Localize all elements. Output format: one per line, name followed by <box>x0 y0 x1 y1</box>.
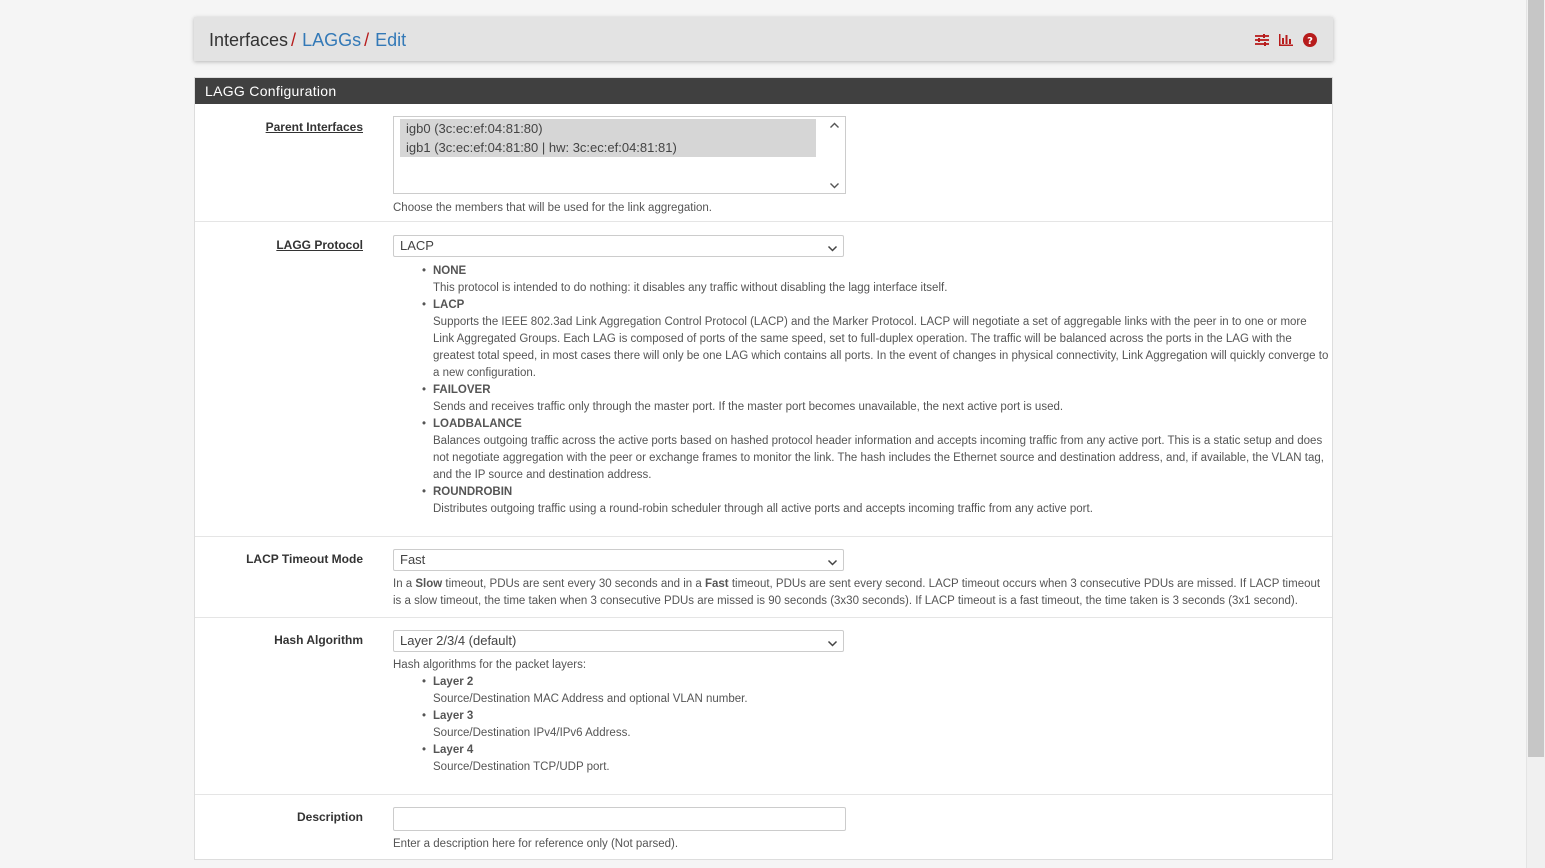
svg-text:?: ? <box>1307 35 1313 47</box>
breadcrumb-separator: / <box>364 30 370 50</box>
description-field <box>393 807 846 853</box>
list-item <box>433 263 1329 297</box>
breadcrumb-edit-link[interactable]: Edit <box>375 30 407 50</box>
hash-algorithm-help: Hash algorithms for the packet layers: <box>393 659 587 671</box>
lacp-timeout-select[interactable] <box>393 549 844 571</box>
layer-description: Source/Destination TCP/UDP port. <box>433 761 610 773</box>
lagg-protocol-row <box>195 221 1332 537</box>
layer-title: • Layer 4 <box>433 744 474 756</box>
protocol-description: This protocol is intended to do nothing: it disables any traffic without disabling the lagg interface itself. <box>433 282 948 294</box>
lacp-timeout-field <box>393 549 1329 610</box>
lagg-protocol-field <box>393 235 1329 518</box>
protocol-title: • LACP <box>433 299 465 311</box>
chevron-up-icon[interactable] <box>829 119 840 130</box>
parent-interfaces-multiselect[interactable] <box>393 116 846 194</box>
chevron-down-icon <box>827 240 838 251</box>
breadcrumb-laggs-link[interactable]: LAGGs <box>302 30 362 50</box>
parent-interfaces-field <box>393 116 846 217</box>
settings-sliders-icon[interactable] <box>1255 33 1269 47</box>
list-item <box>433 416 1329 484</box>
description-help: Enter a description here for reference only (Not parsed). <box>393 838 679 850</box>
layer-title: • Layer 3 <box>433 710 474 722</box>
parent-interface-option[interactable]: igb1 (3c:ec:ef:04:81:80 | hw: 3c:ec:ef:04:81:81) <box>400 138 816 157</box>
help-icon[interactable] <box>1303 33 1317 47</box>
hash-algorithm-select[interactable] <box>393 630 844 652</box>
protocol-description: Sends and receives traffic only through the master port. If the master port becomes unavailable, the next active port is used. <box>433 401 1064 413</box>
description-label: Description <box>296 810 363 824</box>
protocol-title: • NONE <box>433 265 467 277</box>
header-icons <box>1255 33 1317 47</box>
help-text: timeout, PDUs are sent every 30 seconds and in a <box>442 578 705 590</box>
parent-interface-option[interactable]: igb0 (3c:ec:ef:04:81:80) <box>400 119 816 138</box>
multiselect-scrollbar[interactable] <box>825 117 845 193</box>
list-item <box>433 674 1329 708</box>
chevron-down-icon <box>827 635 838 646</box>
parent-interfaces-label: Parent Interfaces <box>265 120 363 134</box>
protocol-title: • ROUNDROBIN <box>433 486 513 498</box>
page-scrollbar-thumb[interactable] <box>1528 0 1544 757</box>
panel-title: LAGG Configuration <box>195 78 1332 104</box>
help-text-fast: Fast <box>704 578 729 590</box>
list-item <box>433 742 1329 776</box>
list-item <box>433 382 1329 416</box>
parent-interfaces-help: Choose the members that will be used for the link aggregation. <box>393 202 712 214</box>
protocol-title: • LOADBALANCE <box>433 418 522 430</box>
lagg-protocol-help-list <box>393 263 1329 518</box>
list-item <box>433 484 1329 518</box>
lacp-timeout-label: LACP Timeout Mode <box>246 552 363 566</box>
hash-algorithm-row <box>195 617 1332 795</box>
layer-description: Source/Destination MAC Address and optional VLAN number. <box>433 693 748 705</box>
hash-algorithm-label: Hash Algorithm <box>274 633 363 647</box>
help-text-slow: Slow <box>415 578 443 590</box>
hash-algorithm-help-list <box>393 674 1329 776</box>
protocol-description: Distributes outgoing traffic using a round-robin scheduler through all active ports and accepts incoming traffic from any active port. <box>433 503 1093 515</box>
parent-interfaces-row <box>195 104 1332 221</box>
chevron-down-icon <box>827 554 838 565</box>
lagg-protocol-select[interactable] <box>393 235 844 257</box>
lacp-timeout-help <box>393 576 1329 610</box>
lagg-protocol-label: LAGG Protocol <box>276 238 363 252</box>
list-item <box>433 297 1329 382</box>
hash-algorithm-value: Layer 2/3/4 (default) <box>400 633 517 648</box>
lagg-protocol-value: LACP <box>400 238 434 253</box>
lacp-timeout-row <box>195 536 1332 618</box>
layer-description: Source/Destination IPv4/IPv6 Address. <box>433 727 631 739</box>
page-scrollbar[interactable] <box>1526 0 1545 868</box>
bar-chart-icon[interactable] <box>1279 33 1293 47</box>
description-row <box>195 794 1332 860</box>
breadcrumb-bar <box>194 17 1333 61</box>
breadcrumb-interfaces: Interfaces <box>209 30 289 50</box>
chevron-down-icon[interactable] <box>829 179 840 190</box>
protocol-title: • FAILOVER <box>433 384 491 396</box>
help-text: timeout, PDUs are sent every second. LACP timeout occurs when 3 consecutive PDUs are missed. If LACP timeout is a slow timeout, the time taken when 3 consecutive PDUs are missed is 90 seconds (3x30 seconds). If LACP timeout is a fast timeout, the time taken is 3 seconds (3x1 second). <box>393 578 1321 607</box>
protocol-description: Balances outgoing traffic across the active ports based on hashed protocol header information and accepts incoming traffic from any active port. This is a static setup and does not negotiate aggregation with the peer or exchange frames to monitor the link. The hash includes the Ethernet source and destination address, and, if available, the VLAN tag, and the IP source and destination address. <box>433 435 1324 481</box>
list-item <box>433 708 1329 742</box>
breadcrumb-separator: / <box>291 30 297 50</box>
description-input[interactable] <box>393 807 846 831</box>
layer-title: • Layer 2 <box>433 676 474 688</box>
help-text: In a <box>393 578 416 590</box>
breadcrumb <box>209 30 406 51</box>
lagg-configuration-panel <box>194 77 1333 860</box>
lacp-timeout-value: Fast <box>400 552 426 567</box>
hash-algorithm-field <box>393 630 1329 776</box>
protocol-description: Supports the IEEE 802.3ad Link Aggregation Control Protocol (LACP) and the Marker Protocol. LACP will negotiate a set of aggregable links with the peer in to one or more Link Aggregated Groups. Each LAG is composed of ports of the same speed, set to full-duplex operation. The traffic will be balanced across the ports in the LAG with the greatest total speed, in most cases there will only be one LAG which contains all ports. In the event of changes in physical connectivity, Link Aggregation will quickly converge to a new configuration. <box>433 316 1329 379</box>
